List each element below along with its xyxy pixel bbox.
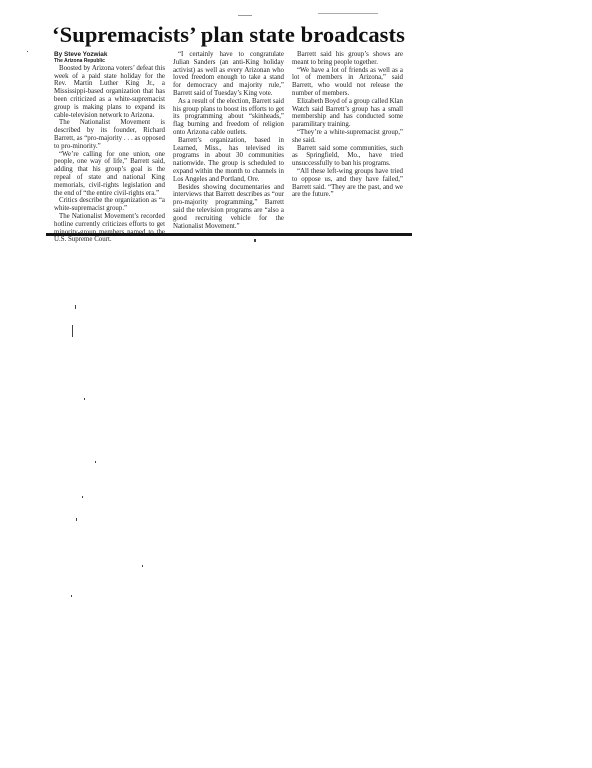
paragraph: Elizabeth Boyd of a group called Klan Watch said Barrett’s group has a small membership and has conducted some paramilitary training.	[292, 97, 404, 129]
paragraph: “All these left-wing groups have tried to oppose us, and they have failed,” Barrett said. “They are the past, and we are the future.”	[292, 167, 403, 199]
paragraph: Barrett said some communities, such as Springfield, Mo., have tried unsuccessfully to ban his programs.	[292, 144, 403, 168]
paragraph: “They’re a white-supremacist group,” she said.	[292, 128, 403, 144]
scan-speck	[82, 496, 83, 498]
scan-speck	[27, 51, 28, 52]
scan-speck	[72, 325, 73, 337]
bottom-rule	[46, 233, 412, 236]
paragraph: Besides showing documentaries and interviews that Barrett describes as “our pro-majority programming,” Barrett said the television programs are “also a good recruiting vehicle for the Nationalist Movement.”	[173, 183, 284, 230]
column-3	[292, 51, 403, 199]
byline-affiliation: The Arizona Republic	[54, 58, 105, 65]
scan-speck	[318, 13, 378, 14]
scan-speck	[76, 518, 77, 521]
paragraph: Barrett’s organization, based in Learned, Miss., has televised its programs in about 30 communities nationwide. The group is scheduled to expand within the month to channels in Los Angeles and Portland, Ore.	[173, 136, 284, 183]
paragraph: “We’re calling for one union, one people, one way of life,” Barrett said, adding that his group’s goal is the repeal of state and national King memorials, civil-rights legislation and the end of “the entire civil-rights era.”	[54, 150, 165, 197]
scan-speck	[238, 15, 252, 16]
scan-speck	[84, 398, 85, 400]
byline: By Steve Yozwiak	[54, 51, 108, 58]
headline: ‘Supremacists’ plan state broadcasts	[52, 22, 405, 47]
column-2	[173, 51, 284, 230]
paragraph: Barrett said his group’s shows are meant to bring people together.	[292, 51, 403, 66]
paragraph: Boosted by Arizona voters’ defeat this week of a paid state holiday for the Rev. Martin Luther King Jr., a Mississippi-based organization that has been criticized as a white-supremacist group is making plans to expand its cable-television network to Arizona.	[54, 64, 165, 119]
paragraph: Critics describe the organization as “a white-supremacist group.”	[54, 197, 165, 213]
scan-speck	[71, 595, 72, 597]
scan-speck	[142, 565, 143, 567]
paragraph: The Nationalist Movement’s recorded hotline currently criticizes efforts to get U.S. Supreme Court.	[54, 212, 165, 244]
paragraph: “We have a lot of friends as well as a lot of members in Arizona,” said Barrett, who would not release the number of members.	[292, 66, 403, 97]
column-1	[54, 51, 165, 244]
scan-speck	[254, 239, 256, 242]
scan-speck	[75, 305, 76, 309]
paragraph: The Nationalist Movement is described by its founder, Richard Barrett, as “pro-majority . . . as opposed to pro-minority.”	[54, 119, 165, 150]
paragraph: “I certainly have to congratulate Julian Sanders (an anti-King holiday activist) as well as every Arizonan who loved freedom enough to take a stand for democracy and majority rule,” Barrett said of Tuesday’s King vote.	[173, 51, 284, 97]
scan-speck	[95, 461, 96, 463]
paragraph: As a result of the election, Barrett said his group plans to boost its efforts to get its programming about “skinheads,” flag burning and freedom of religion onto Arizona cable outlets.	[173, 97, 285, 136]
